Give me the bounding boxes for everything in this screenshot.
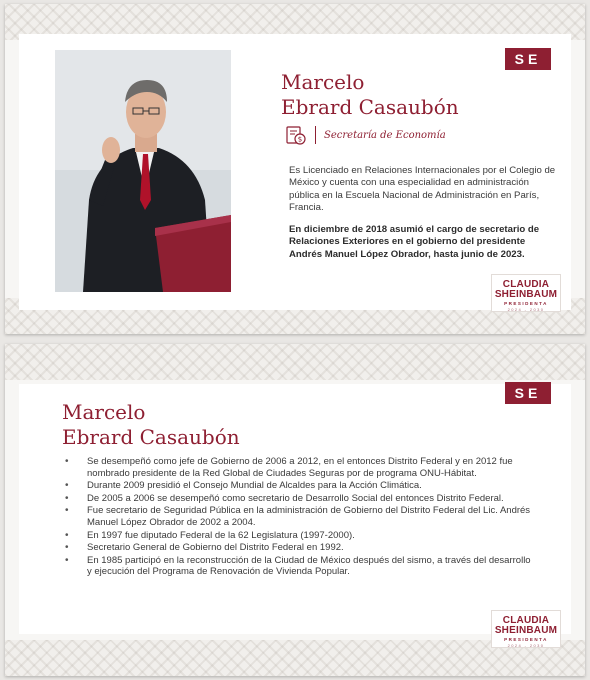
- bio-paragraph-2: En diciembre de 2018 asumió el cargo de secretario de Relaciones Exteriores en el gobierno del presidente Andrés Manuel López Obrador, hasta junio de 2023.: [289, 224, 540, 260]
- person-first-name: Marcelo: [281, 70, 365, 94]
- career-list: [65, 456, 535, 579]
- logo-line-1: CLAUDIA: [502, 279, 550, 290]
- svg-text:$: $: [297, 135, 303, 144]
- person-name: [281, 70, 459, 120]
- ministry-badge: SE: [505, 382, 551, 404]
- logo-line-4: 2024 - 2030: [507, 307, 545, 312]
- list-item: • En 1985 participó en la reconstrucción de la Ciudad de México después del sismo, a través del desarrollo y ejecución del Programa de Renovación de Vivienda Popular.: [65, 555, 535, 578]
- person-name: [62, 400, 240, 450]
- logo-line-4: 2024 - 2030: [507, 643, 545, 648]
- campaign-logo: [491, 274, 561, 312]
- person-last-name: Ebrard Casaubón: [62, 425, 240, 449]
- logo-line-2: SHEINBAUM: [494, 289, 558, 300]
- list-item: • Durante 2009 presidió el Consejo Mundial de Alcaldes para la Acción Climática.: [65, 480, 535, 492]
- role-title: Secretaría de Economía: [324, 129, 446, 141]
- person-first-name: Marcelo: [62, 400, 146, 424]
- ministry-badge: SE: [505, 48, 551, 70]
- list-item: • En 1997 fue diputado Federal de la 62 Legislatura (1997-2000).: [65, 530, 535, 542]
- role-row: [285, 124, 446, 146]
- decorative-pattern-top: [5, 344, 585, 380]
- logo-line-2: SHEINBAUM: [494, 625, 558, 636]
- portrait-photo: [55, 50, 231, 292]
- portrait-illustration: [55, 50, 231, 292]
- slide-profile: [5, 4, 585, 334]
- list-item: • De 2005 a 2006 se desempeñó como secretario de Desarrollo Social del entonces Distrito Federal.: [65, 493, 535, 505]
- role-divider: [315, 126, 316, 144]
- campaign-logo: [491, 610, 561, 648]
- person-last-name: Ebrard Casaubón: [281, 95, 459, 119]
- logo-line-1: CLAUDIA: [502, 615, 550, 626]
- list-item: • Fue secretario de Seguridad Pública en la administración de Gobierno del Distrito Federal del Lic. Andrés Manuel López Obrador de 2002 a 2004.: [65, 505, 535, 528]
- logo-line-3: PRESIDENTA: [504, 301, 548, 306]
- slide-career: [5, 344, 585, 676]
- list-item: • Secretario General de Gobierno del Distrito Federal en 1992.: [65, 542, 535, 554]
- list-item: • Se desempeñó como jefe de Gobierno de 2006 a 2012, en el entonces Distrito Federal y en 2012 fue nombrado presidente de la Red Global de Ciudades Seguras por de programa ONU-Hábitat.: [65, 456, 535, 479]
- logo-line-3: PRESIDENTA: [504, 637, 548, 642]
- economy-document-icon: [285, 124, 307, 146]
- bio-paragraph-1: Es Licenciado en Relaciones Internacionales por el Colegio de México y cuenta con una especialidad en administración pública en la Escuela Nacional de Administración en París, Francia.: [289, 165, 556, 213]
